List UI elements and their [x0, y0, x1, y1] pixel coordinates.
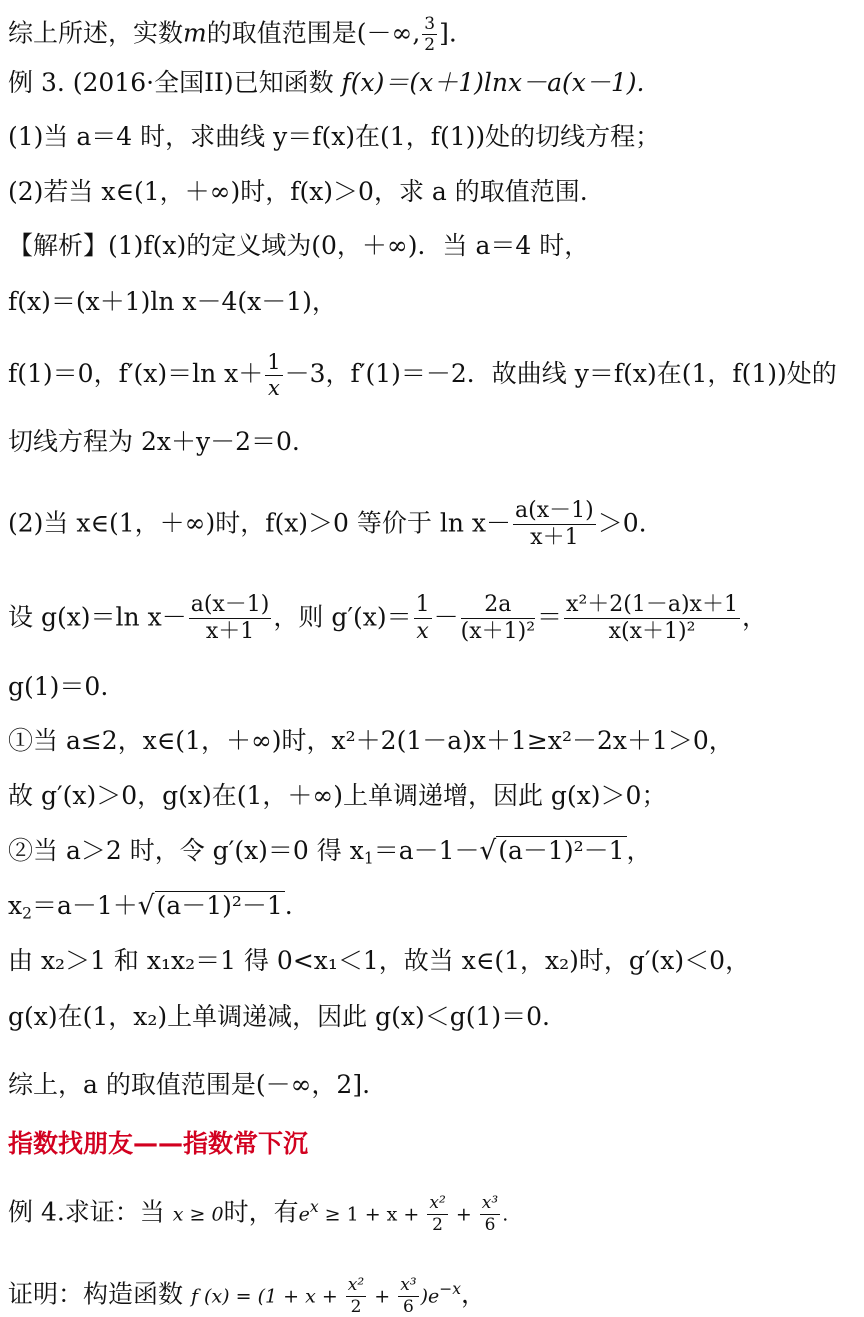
x2-value: x2＝a－1＋√(a－1)²－1.	[8, 891, 293, 923]
question-1: (1)当 a＝4 时，求曲线 y＝f(x)在(1，f(1))处的切线方程；	[8, 122, 661, 151]
question-2: (2)若当 x∈(1，＋∞)时，f(x)＞0，求 a 的取值范围.	[8, 177, 588, 206]
fraction-three-halves: $\frac{3}{2}$	[424, 14, 436, 56]
proof-construct: 证明：构造函数 f (x) = (1 + x + $\frac{\text{x²}}{2}$ + $\frac{\text{x³}}{6}$ )$e^{-x}$，	[8, 1275, 487, 1317]
fraction-g-prime-result: $\frac{\text{x²＋2(1－a)x＋1}}{\text{x(x＋1)²}}$	[566, 592, 738, 645]
fraction-a-x-minus-1: $\frac{a(x-1)}{x+1}$	[515, 498, 594, 551]
tangent-line-result: 切线方程为 2x＋y－2＝0.	[8, 427, 300, 456]
final-conclusion: 综上，a 的取值范围是(－∞，2].	[8, 1070, 371, 1099]
fraction-x-squared-over-2: $\frac{\text{x²}}{2}$	[429, 1193, 446, 1235]
section-heading: 指数找朋友——指数常下沉	[8, 1129, 309, 1158]
fraction-one-over-x: $\frac{1}{x}$	[415, 592, 430, 645]
solution-intro: 【解析】(1)f(x)的定义域为(0，＋∞)．当 a＝4 时，	[8, 231, 590, 260]
fraction-x-cubed-over-6: $\frac{\text{x³}}{6}$	[400, 1275, 417, 1317]
case-2: ②当 a＞2 时，令 g′(x)＝0 得 x1＝a－1－√(a－1)²－1，	[8, 836, 652, 868]
sqrt-icon: √	[479, 836, 497, 866]
g-at-1: g(1)＝0.	[8, 672, 109, 701]
derivative-line: f(1)＝0，f′(x)＝ln x＋ $\frac{1}{x}$ －3，f′(1)＝－2．故曲线 y＝f(x)在(1，f(1))处的	[8, 350, 837, 401]
fraction-one-over-x: $\frac{1}{x}$	[267, 350, 281, 401]
part-2-equivalence: (2)当 x∈(1，＋∞)时，f(x)＞0 等价于 ln x－ $\frac{a(x-1)}{x+1}$ ＞0.	[8, 498, 647, 551]
case-1: ①当 a≤2，x∈(1，＋∞)时，x²＋2(1－a)x＋1≥x²－2x＋1＞0，	[8, 726, 734, 755]
fraction-x-squared-over-2: $\frac{\text{x²}}{2}$	[347, 1275, 365, 1317]
line-range-conclusion: 综上所述，实数m的取值范围是(－∞, $\frac{3}{2}$ ].	[8, 14, 457, 56]
example-3-title: 例 3. (2016·全国II)已知函数 f(x)＝(x＋1)lnx－a(x－1).	[8, 68, 645, 97]
fraction-g-term: $\frac{a(x-1)}{x+1}$	[190, 592, 270, 645]
solution-fx: f(x)＝(x＋1)ln x－4(x－1)，	[8, 287, 337, 316]
fraction-x-cubed-over-6: $\frac{\text{x³}}{6}$	[481, 1193, 499, 1235]
case-2-conclusion: g(x)在(1，x₂)上单调递减，因此 g(x)＜g(1)＝0.	[8, 1002, 550, 1031]
example-4-statement: 例 4.求证：当 x ≥ 0时，有$e^x \ge 1 + x$ + $\frac{\text{x²}}{2}$ + $\frac{\text{x³}}{6}$ .	[8, 1193, 509, 1235]
case-2-interval: 由 x₂＞1 和 x₁x₂＝1 得 0<x₁＜1，故当 x∈(1，x₂)时，g′(x)＜0，	[8, 946, 751, 975]
define-g: 设 g(x)＝ln x－ $\frac{a(x-1)}{x+1}$ ，则 g′(x)＝ $\frac{1}{x}$ － $\frac{2a}{\text{(x＋1)²}}$ ＝ $\frac{\text{x²＋2(1－a)x＋1}}{\text{x(x＋1)²}}$ ，	[8, 592, 767, 645]
fraction-2a: $\frac{2a}{\text{(x＋1)²}}$	[460, 592, 536, 645]
sqrt-icon: √	[137, 891, 155, 921]
case-1-conclusion: 故 g′(x)＞0，g(x)在(1，＋∞)上单调递增，因此 g(x)＞0；	[8, 781, 667, 810]
